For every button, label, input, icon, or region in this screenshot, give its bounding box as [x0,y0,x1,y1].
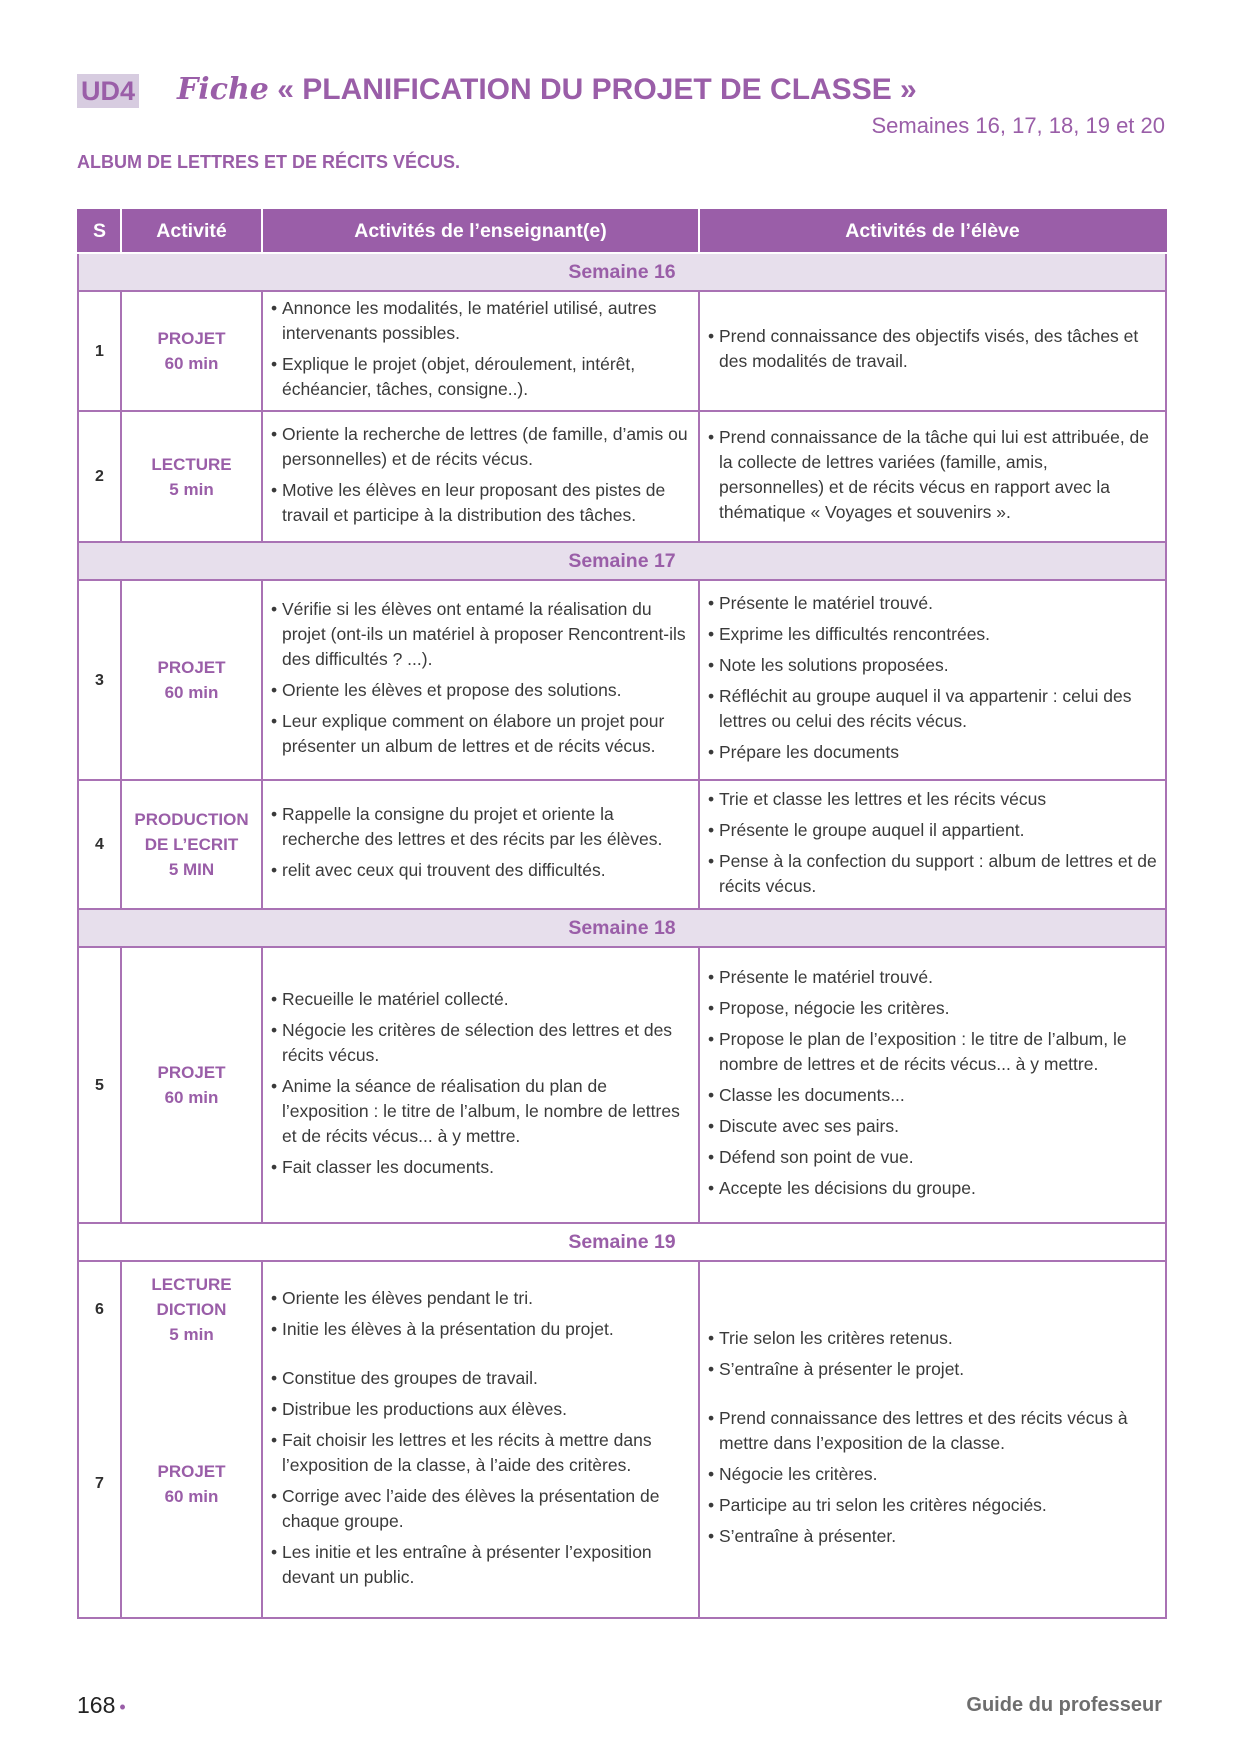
session-number: 6 [95,1301,104,1318]
list-item: • Prépare les documents [708,740,1157,765]
activity-duration: 5 min [169,1325,214,1344]
col-header-student: Activités de l’élève [699,210,1166,253]
week-label: Semaine 18 [78,909,1166,947]
activity-duration: 5 MIN [168,860,215,879]
student-activities [699,580,1166,780]
activity-stack [121,1261,262,1618]
activity-duration: 60 min [164,683,219,702]
unit-badge: UD4 [77,74,139,108]
activity-duration: 5 min [169,479,214,499]
col-header-s: S [78,210,121,253]
list-item: • Oriente les élèves pendant le tri. [271,1286,690,1311]
planning-table [77,209,1167,1619]
student-activities [699,411,1166,542]
list-item: • Rappelle la consigne du projet et oriente la recherche des lettres et des récits par les élèves. [271,802,690,852]
activity-name: PRODUCTION [134,810,249,829]
list-item: • Recueille le matériel collecté. [271,987,690,1012]
list-item: • S’entraîne à présenter. [708,1524,1157,1549]
list-item: • Prend connaissance des lettres et des récits vécus à mettre dans l’exposition de la classe. [708,1406,1157,1456]
list-item: • Réfléchit au groupe auquel il va appartenir : celui des lettres ou celui des récits vécus. [708,684,1157,734]
list-item: • Initie les élèves à la présentation du projet. [271,1317,690,1342]
list-item: • Trie selon les critères retenus. [708,1326,1157,1351]
page-header [77,72,1167,112]
page-number [77,1692,126,1719]
session-number-stack [78,1261,121,1618]
activity-name-2: DICTION [156,1300,227,1319]
list-item: • Vérifie si les élèves ont entamé la réalisation du projet (ont-ils un matériel à proposer Rencontrent-ils des difficultés ? ...). [271,597,690,672]
table-row [78,580,1166,780]
session-number: 7 [95,1475,104,1492]
list-item: • Participe au tri selon les critères négociés. [708,1493,1157,1518]
list-item: • Fait choisir les lettres et les récits à mettre dans l’exposition de la classe, à l’aide des critères. [271,1428,690,1478]
page-number-text: 168 [77,1692,116,1718]
student-activities [699,780,1166,909]
week-label: Semaine 17 [78,542,1166,580]
list-item: • Exprime les difficultés rencontrées. [708,622,1157,647]
list-item: • S’entraîne à présenter le projet. [708,1357,1157,1382]
list-item: • Distribue les productions aux élèves. [271,1397,690,1422]
activity-name: PROJET [157,1461,226,1481]
week-row [78,542,1166,580]
list-item: • Classe les documents... [708,1083,1157,1108]
bullet-dot: • [119,1697,126,1717]
table-row [78,411,1166,542]
list-item: • Annonce les modalités, le matériel utilisé, autres intervenants possibles. [271,296,690,346]
teacher-activities [262,780,699,909]
session-number: 3 [78,580,121,780]
col-header-activity: Activité [121,210,262,253]
table-row [78,780,1166,909]
session-number: 4 [78,780,121,909]
student-activities [699,291,1166,411]
list-item: • Note les solutions proposées. [708,653,1157,678]
list-item: • Explique le projet (objet, déroulement, intérêt, échéancier, tâches, consigne..). [271,352,690,402]
teacher-activities [262,411,699,542]
list-item: • Pense à la confection du support : album de lettres et de récits vécus. [708,849,1157,899]
activity-duration: 60 min [164,354,219,373]
activity-cell [121,780,262,909]
activity-cell [121,291,262,411]
activity-cell [121,411,262,542]
list-item: • Prend connaissance des objectifs visés, des tâches et des modalités de travail. [708,324,1157,374]
list-item: • Présente le matériel trouvé. [708,591,1157,616]
table-row [78,1261,1166,1618]
teacher-activities [262,580,699,780]
student-activities [699,947,1166,1223]
list-item: • Leur explique comment on élabore un projet pour présenter un album de lettres et de récits vécus. [271,709,690,759]
list-item: • Constitue des groupes de travail. [271,1366,690,1391]
list-item: • Discute avec ses pairs. [708,1114,1157,1139]
list-item: • Accepte les décisions du groupe. [708,1176,1157,1201]
session-number: 1 [78,291,121,411]
activity-name: LECTURE [151,454,232,474]
list-item: • Prend connaissance de la tâche qui lui est attribuée, de la collecte de lettres variées (famille, amis, personnelles) et de récits vécus en rapport avec la thématique « Voyages et souvenirs ». [708,425,1157,525]
teacher-activities [262,947,699,1223]
activity-cell [121,947,262,1223]
teacher-activities [262,1261,699,1618]
table-row [78,947,1166,1223]
title-main: « PLANIFICATION DU PROJET DE CLASSE » [268,73,917,106]
session-number: 2 [78,411,121,542]
week-label: Semaine 19 [78,1223,1166,1261]
list-item: • Trie et classe les lettres et les récits vécus [708,787,1157,812]
activity-name-2: DE L’ECRIT [144,835,239,854]
week-row [78,909,1166,947]
list-item: • Présente le matériel trouvé. [708,965,1157,990]
activity-duration: 60 min [164,1088,219,1107]
list-item: • Anime la séance de réalisation du plan de l’exposition : le titre de l’album, le nombre de lettres et de récits vécus... à y mettre. [271,1074,690,1149]
footer-guide-label: Guide du professeur [966,1694,1162,1716]
activity-name: PROJET [157,658,226,677]
list-item: • Les initie et les entraîne à présenter l’exposition devant un public. [271,1540,690,1590]
week-row [78,253,1166,291]
list-item: • Oriente les élèves et propose des solutions. [271,678,690,703]
activity-name: PROJET [157,329,226,348]
activity-name: LECTURE [151,1275,232,1294]
list-item: • relit avec ceux qui trouvent des difficultés. [271,858,690,883]
activity-name: PROJET [157,1063,226,1082]
list-item: • Propose le plan de l’exposition : le titre de l’album, le nombre de lettres et de récits vécus... à y mettre. [708,1027,1157,1077]
section-subtitle: ALBUM DE LETTRES ET DE RÉCITS VÉCUS. [77,152,461,172]
table-row [78,291,1166,411]
col-header-teacher: Activités de l’enseignant(e) [262,210,699,253]
list-item: • Négocie les critères de sélection des lettres et des récits vécus. [271,1018,690,1068]
week-row [78,1223,1166,1261]
title-fiche: Fiche [177,72,269,107]
week-label: Semaine 16 [78,253,1166,291]
activity-cell [122,1354,261,1614]
student-activities [699,1261,1166,1618]
teacher-activities [262,291,699,411]
activity-cell [121,580,262,780]
activity-duration: 60 min [164,1486,219,1506]
list-item: • Corrige avec l’aide des élèves la présentation de chaque groupe. [271,1484,690,1534]
activity-cell [122,1266,261,1354]
page-title [177,72,917,108]
list-item: • Négocie les critères. [708,1462,1157,1487]
list-item: • Motive les élèves en leur proposant des pistes de travail et participe à la distribution des tâches. [271,478,690,528]
session-number: 5 [78,947,121,1223]
list-item: • Fait classer les documents. [271,1155,690,1180]
list-item: • Défend son point de vue. [708,1145,1157,1170]
weeks-range: Semaines 16, 17, 18, 19 et 20 [871,113,1165,138]
list-item: • Présente le groupe auquel il appartient. [708,818,1157,843]
list-item: • Oriente la recherche de lettres (de famille, d’amis ou personnelles) et de récits vécus. [271,422,690,472]
table-header-row [78,210,1166,253]
list-item: • Propose, négocie les critères. [708,996,1157,1021]
